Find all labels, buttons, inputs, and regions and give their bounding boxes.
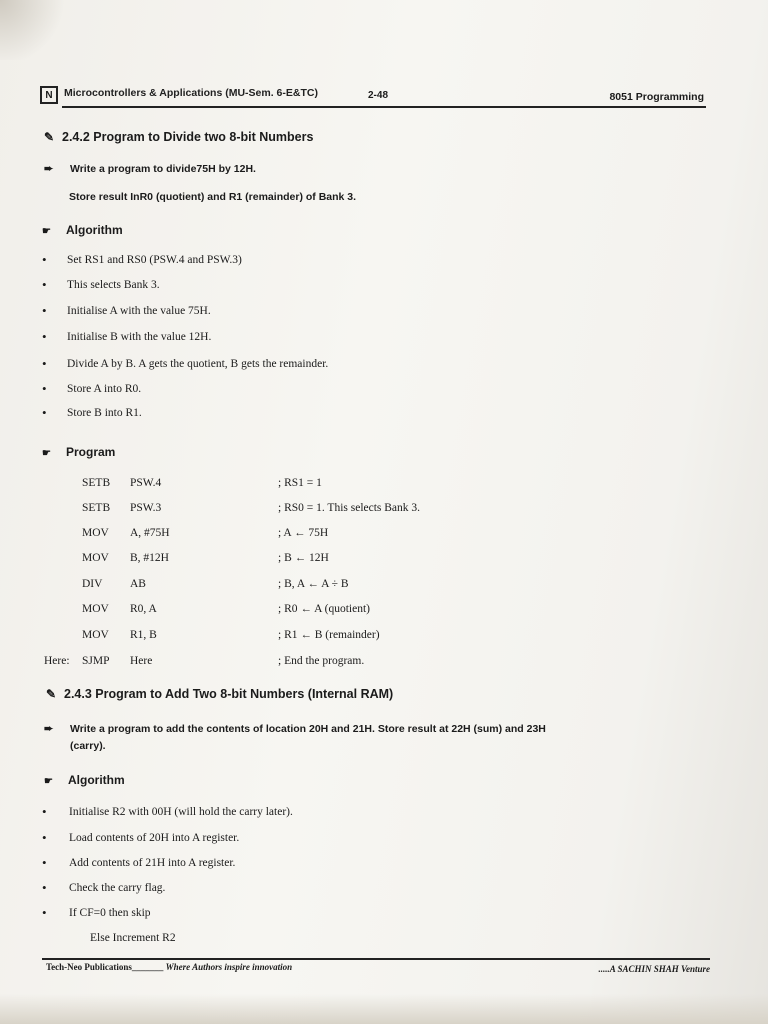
mnemonic: MOV <box>82 629 109 641</box>
pointing-hand-icon: ☛ <box>44 776 52 787</box>
operand: PSW.4 <box>130 477 162 489</box>
algorithm-heading: ☛ Algorithm <box>44 773 125 787</box>
algorithm-continuation: Else Increment R2 <box>90 932 176 944</box>
mnemonic: SJMP <box>82 655 110 667</box>
section-heading-2-4-2: ✎ 2.4.2 Program to Divide two 8-bit Numbers <box>44 130 314 144</box>
algorithm-step: This selects Bank 3. <box>67 279 160 291</box>
bullet-icon: • <box>42 329 47 344</box>
arrow-icon: ➨ <box>44 723 54 735</box>
page-number: 2-48 <box>368 90 389 101</box>
footer-rule <box>42 958 710 960</box>
operand: R0, A <box>130 603 157 615</box>
operand: Here <box>130 655 153 667</box>
label: Here: <box>44 655 70 667</box>
bullet-icon: • <box>42 277 47 292</box>
section-pencil-icon: ✎ <box>44 130 55 144</box>
operand: AB <box>130 578 146 590</box>
comment: ; End the program. <box>278 655 365 667</box>
problem-statement: ➨ Write a program to divide75H by 12H. <box>44 163 256 175</box>
algorithm-step: Store A into R0. <box>67 383 142 395</box>
book-title: Microcontrollers & Applications (MU-Sem. 6-E&TC) <box>64 87 318 99</box>
comment: ; RS0 = 1. This selects Bank 3. <box>278 502 421 514</box>
bullet-icon: • <box>42 880 47 895</box>
comment: ; RS1 = 1 <box>278 477 322 489</box>
pointing-hand-icon: ☛ <box>42 448 50 459</box>
algorithm-step: If CF=0 then skip <box>69 907 151 919</box>
comment: ; B ← 12H <box>278 552 329 564</box>
problem-statement: ➨ Write a program to add the contents of location 20H and 21H. Store result at 22H (sum) and 23H <box>44 723 546 735</box>
bullet-icon: • <box>42 405 47 420</box>
problem-statement-line-2: Store result InR0 (quotient) and R1 (remainder) of Bank 3. <box>69 191 357 203</box>
operand: B, #12H <box>130 552 169 564</box>
mnemonic: DIV <box>82 578 103 590</box>
operand: R1, B <box>130 629 157 641</box>
footer-venture: .....A SACHIN SHAH Venture <box>598 964 710 974</box>
algorithm-step: Check the carry flag. <box>69 882 166 894</box>
section-heading-2-4-3: ✎ 2.4.3 Program to Add Two 8-bit Numbers (Internal RAM) <box>46 687 394 701</box>
comment: ; R0 ← A (quotient) <box>278 603 370 615</box>
bullet-icon: • <box>42 303 47 318</box>
problem-statement-line-2: (carry). <box>70 740 106 752</box>
algorithm-step: Store B into R1. <box>67 407 142 419</box>
algorithm-step: Set RS1 and RS0 (PSW.4 and PSW.3) <box>67 254 242 266</box>
page-header <box>40 84 706 114</box>
bullet-icon: • <box>42 356 47 371</box>
page-corner-shadow <box>0 0 70 60</box>
page-bottom-shadow <box>0 994 768 1024</box>
algorithm-step: Divide A by B. A gets the quotient, B gets the remainder. <box>67 358 329 370</box>
bullet-icon: • <box>42 252 47 267</box>
bullet-icon: • <box>42 905 47 920</box>
footer-tagline: Where Authors inspire innovation <box>165 962 293 972</box>
footer-publisher: Tech-Neo Publications_______ Where Authors inspire innovation <box>46 962 293 972</box>
algorithm-step: Load contents of 20H into A register. <box>69 832 240 844</box>
algorithm-heading: ☛ Algorithm <box>42 223 123 237</box>
program-heading: ☛ Program <box>42 445 116 459</box>
bullet-icon: • <box>42 804 47 819</box>
algorithm-step: Add contents of 21H into A register. <box>69 857 236 869</box>
mnemonic: SETB <box>82 477 111 489</box>
publisher-logo-icon: N <box>40 86 58 104</box>
operand: A, #75H <box>130 527 170 539</box>
comment: ; R1 ← B (remainder) <box>278 629 380 641</box>
algorithm-step: Initialise B with the value 12H. <box>67 331 212 343</box>
mnemonic: SETB <box>82 502 111 514</box>
mnemonic: MOV <box>82 552 109 564</box>
comment: ; A ← 75H <box>278 527 329 539</box>
mnemonic: MOV <box>82 603 109 615</box>
section-pencil-icon: ✎ <box>46 687 57 701</box>
bullet-icon: • <box>42 830 47 845</box>
pointing-hand-icon: ☛ <box>42 226 50 237</box>
operand: PSW.3 <box>130 502 162 514</box>
bullet-icon: • <box>42 381 47 396</box>
arrow-icon: ➨ <box>44 163 54 175</box>
header-rule <box>62 106 706 108</box>
algorithm-step: Initialise R2 with 00H (will hold the carry later). <box>69 806 293 818</box>
chapter-title: 8051 Programming <box>609 91 704 103</box>
comment: ; B, A ← A ÷ B <box>278 578 349 590</box>
algorithm-step: Initialise A with the value 75H. <box>67 305 211 317</box>
mnemonic: MOV <box>82 527 109 539</box>
bullet-icon: • <box>42 855 47 870</box>
